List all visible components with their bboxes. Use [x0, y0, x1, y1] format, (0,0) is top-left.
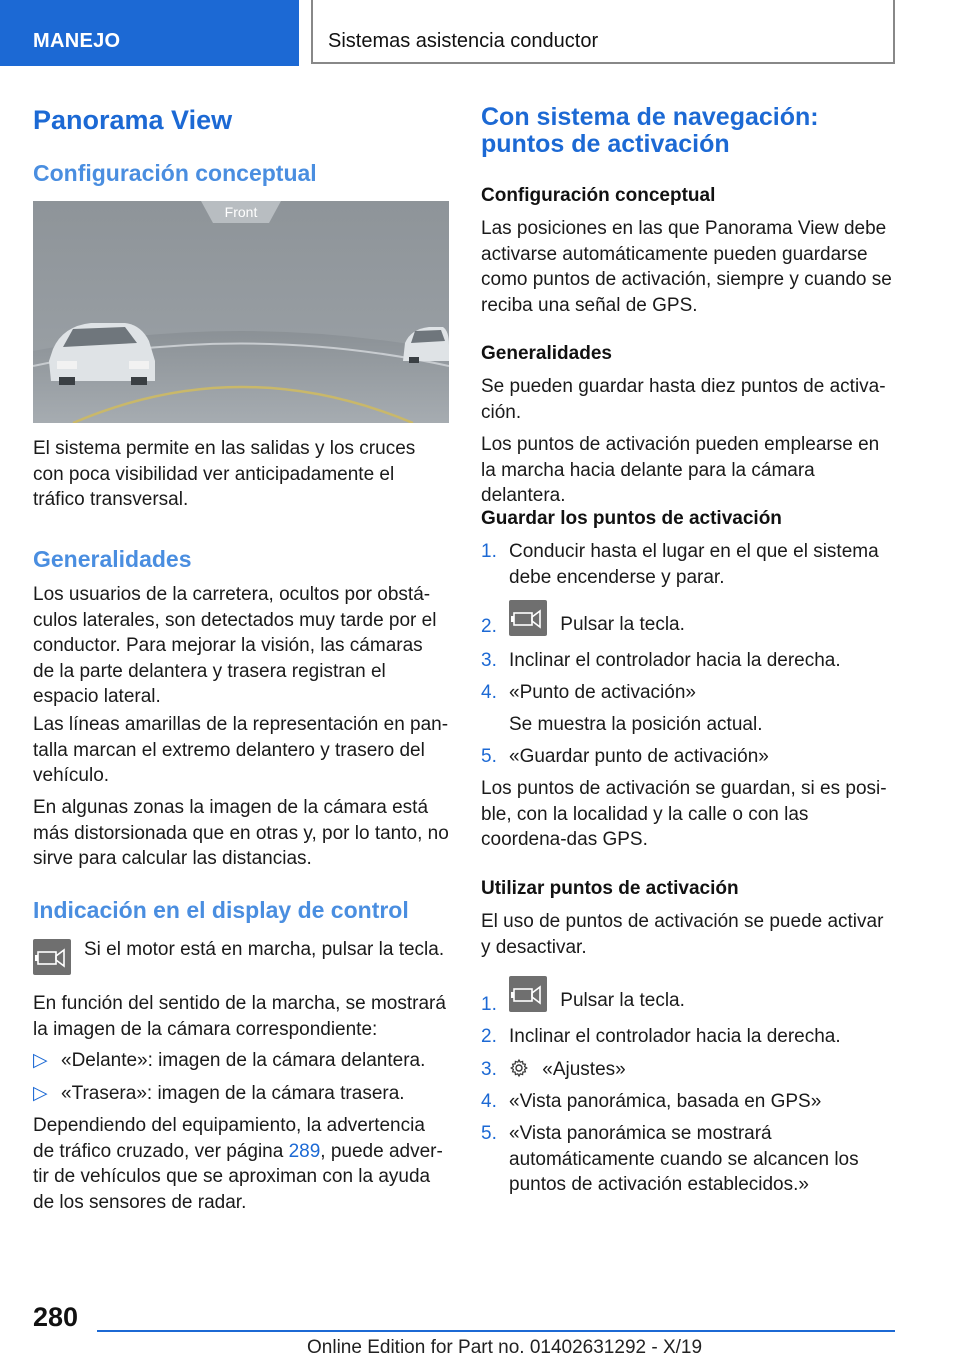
heading-save-points: Guardar los puntos de activación [481, 508, 782, 529]
page-link-289[interactable]: 289 [288, 1140, 321, 1162]
general-right-paragraph-1: Se pueden guardar hasta diez puntos de activa-ción. [481, 376, 886, 423]
general-paragraph-3: En algunas zonas la imagen de la cámara está más distorsionada que en otras y, por lo tanto, no sirve para calcular las distancias. [33, 797, 449, 869]
heading-use-points: Utilizar puntos de activación [481, 878, 739, 899]
front-label: Front [224, 204, 258, 220]
list-item: 5. «Guardar punto de activación» [481, 746, 769, 767]
intro-paragraph: El sistema permite en las salidas y los cruces con poca visibilidad ver anticipadamente el tráfico transversal. [33, 438, 416, 510]
page-number: 280 [33, 1302, 79, 1332]
section-tab: MANEJO [0, 0, 299, 66]
general-paragraph-1: Los usuarios de la carretera, ocultos por obstá-culos laterales, son detectados muy tarde por el conductor. Para mejorar la visión, las cámaras de la parte delantera y trasera registran el espacio lateral. [33, 584, 437, 707]
save-after-paragraph: Los puntos de activación se guardan, si es posi-ble, con la localidad y la calle o con las coordena-das GPS. [481, 778, 887, 850]
list-item: 1. Pulsar la tecla. [481, 976, 897, 1016]
final-paragraph: Dependiendo del equipamiento, la advertencia de tráfico cruzado, ver página 289, puede adver-tir de vehículos que se aproximan con la ayuda de los sensores de radar. [33, 1115, 443, 1213]
bullet-arrow-icon: ▷ [33, 1083, 48, 1104]
list-item: 3. «Ajustes» [481, 1059, 626, 1080]
heading-config: Configuración conceptual [33, 160, 317, 186]
list-item: 4. «Vista panorámica, basada en GPS» [481, 1091, 822, 1112]
list-item: ▷ «Trasera»: imagen de la cámara trasera. [33, 1081, 449, 1107]
list-item: 1. Conducir hasta el lugar en el que el sistema debe encenderse y parar. [481, 541, 879, 588]
general-paragraph-2: Las líneas amarillas de la representación en pan-talla marcan el extremo delantero y trasero del vehículo. [33, 714, 449, 786]
page-title: Panorama View [33, 105, 233, 135]
display-paragraph: En función del sentido de la marcha, se mostrará la imagen de la cámara correspondiente: [33, 993, 446, 1040]
list-item: 4. «Punto de activación» Se muestra la posición actual. [481, 682, 763, 735]
list-item: 2. Pulsar la tecla. [481, 600, 897, 640]
camera-key-icon [33, 939, 71, 975]
use-paragraph: El uso de puntos de activación se puede activar y desactivar. [481, 911, 884, 958]
config-paragraph: Las posiciones en las que Panorama View debe activarse automáticamente pueden guardarse como puntos de activación, siempre y cuando se reciba una señal de GPS. [481, 218, 892, 316]
bullet-arrow-icon: ▷ [33, 1050, 48, 1071]
general-right-paragraph-2: Los puntos de activación pueden emplearse en la marcha hacia delante para la cámara delantera. [481, 434, 880, 506]
heading-general: Generalidades [33, 546, 192, 572]
nav-title: Con sistema de navegación: puntos de activación [481, 103, 819, 158]
heading-config-right: Configuración conceptual [481, 185, 716, 206]
list-item: 2. Inclinar el controlador hacia la derecha. [481, 1026, 841, 1047]
camera-key-icon [509, 600, 547, 636]
footer-divider [97, 1330, 895, 1332]
gear-icon [509, 1058, 529, 1078]
list-item: ▷ «Delante»: imagen de la cámara delantera. [33, 1048, 449, 1074]
chapter-title: Sistemas asistencia conductor [311, 0, 895, 64]
camera-key-icon [509, 976, 547, 1012]
list-item: 3. Inclinar el controlador hacia la derecha. [481, 650, 841, 671]
list-item: 5. «Vista panorámica se mostrará automáticamente cuando se alcancen los puntos de activación establecidos.» [481, 1123, 859, 1195]
heading-display: Indicación en el display de control [33, 897, 409, 923]
heading-general-right: Generalidades [481, 343, 612, 364]
display-key-text: Si el motor está en marcha, pulsar la tecla. [84, 939, 445, 960]
camera-view-image [33, 201, 449, 423]
edition-note: Online Edition for Part no. 01402631292 - X/19 [307, 1337, 703, 1358]
